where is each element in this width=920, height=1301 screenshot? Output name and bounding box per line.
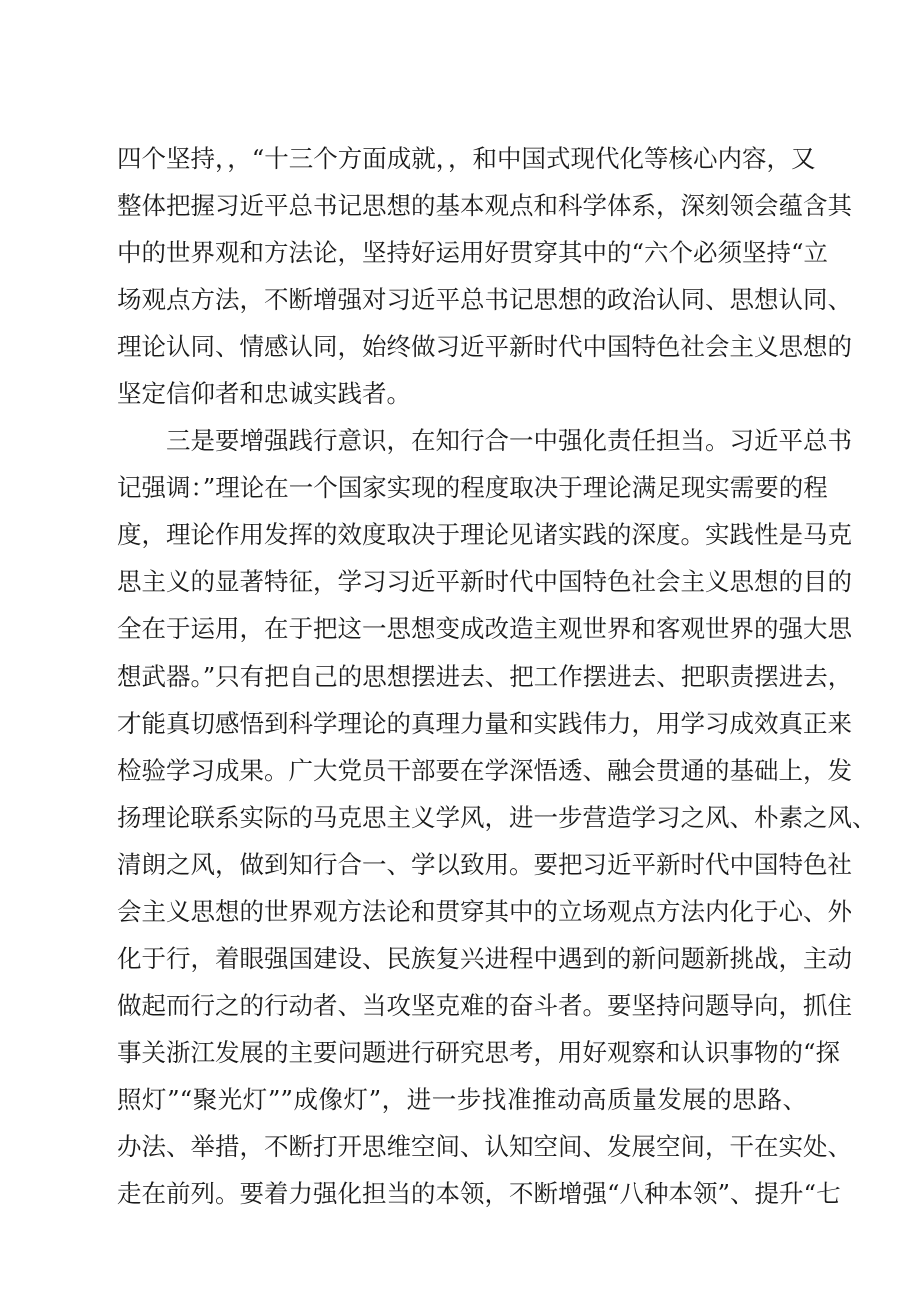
text-line: 清朗之风，做到知行合一、学以致用。要把习近平新时代中国特色社 (117, 849, 852, 879)
text-line: 四个坚持，，“十三个方面成就，，和中国式现代化等核心内容，又 (117, 144, 816, 173)
text-line: 办法、举措，不断打开思维空间、认知空间、发展空间，干在实处、 (117, 1131, 852, 1161)
text-line: 走在前列。要着力强化担当的本领，不断增强“八种本领”、提升“七 (117, 1179, 841, 1209)
text-line: 中的世界观和方法论，坚持好运用好贯穿其中的“六个必须坚持“立 (117, 238, 829, 268)
text-line: 记强调：”理论在一个国家实现的程度取决于理论满足现实需要的程 (117, 473, 828, 503)
text-line: 照灯”“聚光灯””成像灯”，进一步找准推动高质量发展的思路、 (117, 1084, 807, 1114)
text-line: 度，理论作用发挥的效度取决于理论见诸实践的深度。实践性是马克 (117, 520, 852, 550)
text-line: 理论认同、情感认同，始终做习近平新时代中国特色社会主义思想的 (117, 332, 852, 362)
paragraph-start-line: 三是要增强践行意识，在知行合一中强化责任担当。习近平总书 (166, 426, 852, 456)
text-line: 扬理论联系实际的马克思主义学风，进一步营造学习之风、朴素之风、 (117, 802, 877, 832)
text-line: 检验学习成果。广大党员干部要在学深悟透、融会贯通的基础上，发 (117, 755, 852, 785)
text-line: 思主义的显著特征，学习习近平新时代中国特色社会主义思想的目的 (117, 567, 852, 597)
text-line: 会主义思想的世界观方法论和贯穿其中的立场观点方法内化于心、外 (117, 896, 852, 926)
text-line: 做起而行之的行动者、当攻坚克难的奋斗者。要坚持问题导向，抓住 (117, 990, 852, 1020)
text-line: 场观点方法，不断增强对习近平总书记思想的政治认同、思想认同、 (117, 285, 852, 315)
text-line: 全在于运用，在于把这一思想变成改造主观世界和客观世界的强大思 (117, 614, 852, 644)
text-line: 事关浙江发展的主要问题进行研究思考，用好观察和认识事物的“探 (117, 1037, 841, 1067)
text-line: 想武器。”只有把自己的思想摆进去、把工作摆进去、把职责摆进去， (117, 661, 853, 691)
text-line: 才能真切感悟到科学理论的真理力量和实践伟力，用学习成效真正来 (117, 708, 852, 738)
body-text (117, 135, 877, 1217)
text-line: 化于行，着眼强国建设、民族复兴进程中遇到的新问题新挑战，主动 (117, 943, 852, 973)
paragraph-end-line: 坚定信仰者和忠诚实践者。 (117, 379, 411, 409)
text-line: 整体把握习近平总书记思想的基本观点和科学体系，深刻领会蕴含其 (117, 191, 852, 221)
